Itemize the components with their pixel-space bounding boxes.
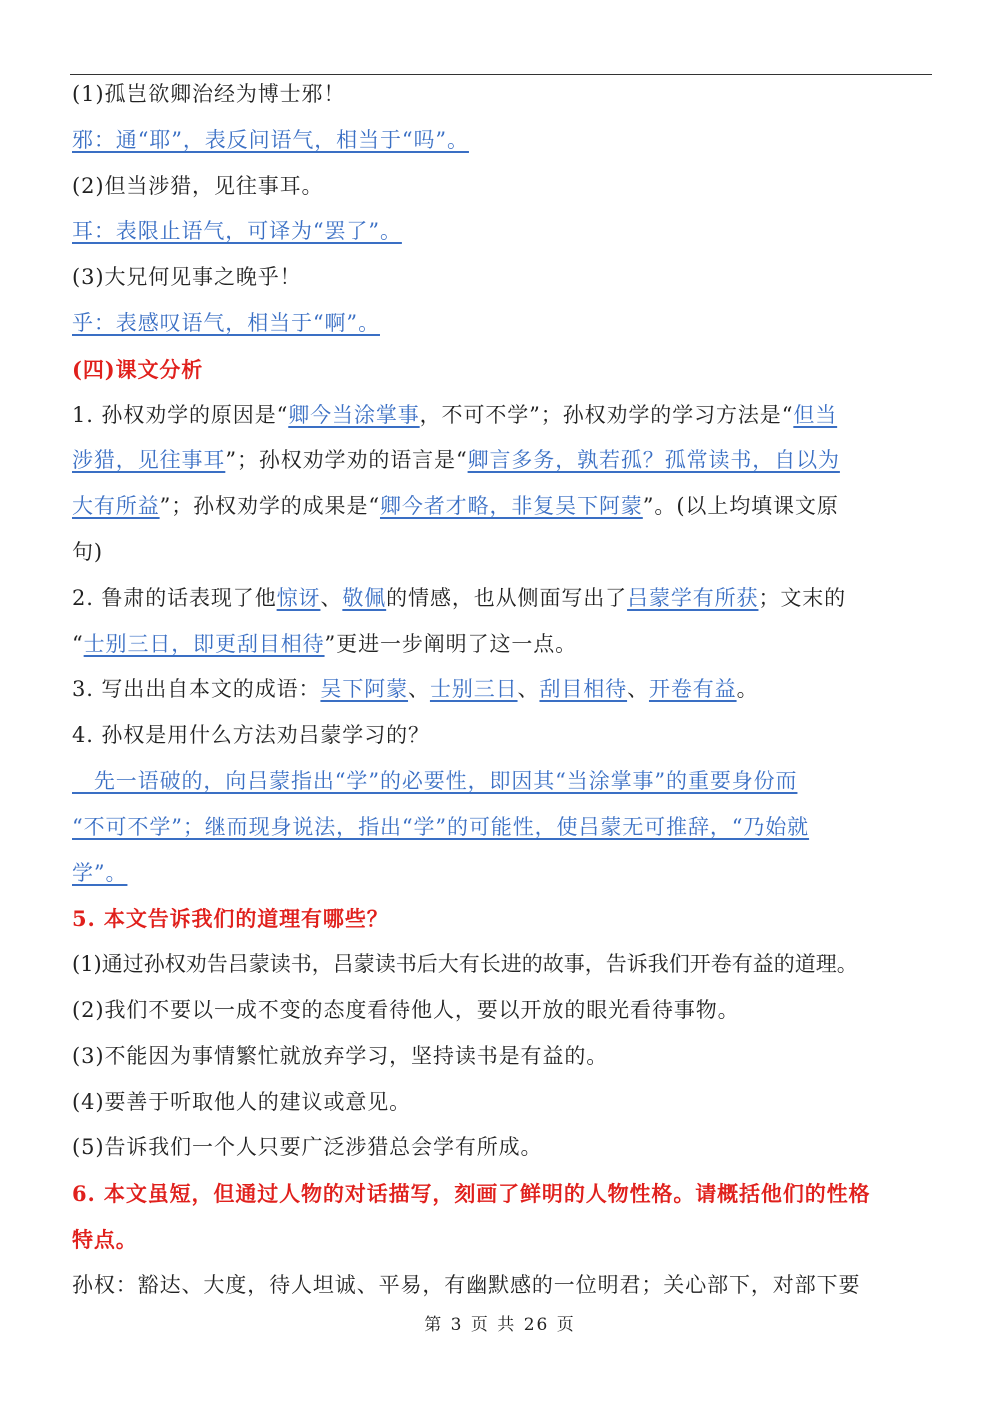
text-line	[72, 1080, 932, 1126]
text-line	[72, 530, 932, 576]
text-line	[72, 484, 932, 530]
answer-text: 邪：通“耶”，表反问语气，相当于“吗”。	[72, 127, 469, 152]
answer-text: 敬佩	[342, 585, 387, 610]
text-segment: ”；孙权劝学劝的语言是“	[225, 448, 468, 473]
text-segment: ”；孙权劝学的成果是“	[159, 494, 380, 519]
answer-text: 涉猎，见往事耳	[72, 448, 226, 473]
text-segment: (1)通过孙权劝告吕蒙读书，吕蒙读书后大有长进的故事，告诉我们开卷有益的道理。	[72, 952, 858, 977]
document-body	[72, 72, 932, 1309]
text-segment: 、	[517, 677, 540, 702]
text-segment: (5)告诉我们一个人只要广泛涉猎总会学有所成。	[72, 1135, 543, 1160]
text-segment: 、	[320, 585, 343, 610]
text-line	[72, 988, 932, 1034]
answer-text: 吕蒙学有所获	[627, 585, 759, 610]
answer-text: 卿今者才略，非复吴下阿蒙	[379, 494, 643, 519]
answer-text: 学”。	[72, 860, 128, 885]
question-heading: 5. 本文告诉我们的道理有哪些？	[72, 906, 389, 932]
text-segment: (3)大兄何见事之晚乎！	[72, 265, 302, 290]
text-line	[72, 1263, 932, 1309]
text-line	[72, 622, 932, 668]
answer-text: “不可不学”；继而现身说法，指出“学”的可能性，使吕蒙无可推辞，“乃始就	[72, 814, 810, 839]
text-segment: 的情感，也从侧面写出了	[386, 585, 628, 610]
text-line	[72, 255, 932, 301]
text-line	[72, 667, 932, 713]
text-segment: 2. 鲁肃的话表现了他	[72, 585, 277, 610]
text-line	[72, 576, 932, 622]
text-line	[72, 301, 932, 347]
text-line	[72, 72, 932, 118]
text-segment: ”。(以上均填课文原	[642, 494, 839, 519]
answer-text: 卿言多务，孰若孤？孤常读书，自以为	[467, 448, 840, 473]
text-segment: (2)我们不要以一成不变的态度看待他人，要以开放的眼光看待事物。	[72, 997, 740, 1022]
text-segment: (3)不能因为事情繁忙就放弃学习，坚持读书是有益的。	[72, 1043, 609, 1068]
text-line	[72, 1171, 932, 1217]
text-line	[72, 942, 932, 988]
question-heading: (四)课文分析	[72, 356, 204, 382]
text-line	[72, 438, 932, 484]
question-heading: 6. 本文虽短，但通过人物的对话描写，刻画了鲜明的人物性格。请概括他们的性格	[72, 1181, 871, 1207]
answer-text: 士别三日	[429, 677, 518, 702]
text-line	[72, 347, 932, 393]
answer-text: 惊讶	[276, 585, 321, 610]
text-segment: (1)孤岂欲卿治经为博士邪！	[72, 82, 346, 106]
answer-text: 吴下阿蒙	[320, 677, 409, 702]
text-segment: 、	[408, 677, 430, 702]
text-line	[72, 896, 932, 942]
text-segment: (4)要善于听取他人的建议或意见。	[72, 1089, 412, 1114]
text-segment: 1. 孙权劝学的原因是“	[72, 402, 289, 427]
text-line	[72, 118, 932, 164]
text-line	[72, 805, 932, 851]
text-segment: (2)但当涉猎，见往事耳。	[72, 173, 324, 198]
answer-text: 乎：表感叹语气，相当于“啊”。	[72, 310, 380, 335]
answer-text: 士别三日，即更刮目相待	[83, 631, 325, 656]
text-segment: 。	[736, 677, 759, 702]
answer-text: 耳：表限止语气，可译为“罢了”。	[72, 219, 402, 244]
text-segment: 4. 孙权是用什么方法劝吕蒙学习的？	[72, 723, 430, 748]
text-segment: ”更进一步阐明了这一点。	[324, 631, 578, 656]
answer-text: 卿今当涂掌事	[288, 402, 420, 427]
text-segment: 孙权：豁达、大度，待人坦诚、平易，有幽默感的一位明君；关心部下，对部下要	[72, 1272, 861, 1297]
text-line	[72, 759, 932, 805]
text-line	[72, 713, 932, 759]
question-heading: 特点。	[72, 1226, 138, 1252]
text-line	[72, 1217, 932, 1263]
text-segment: ；文末的	[758, 585, 847, 610]
text-line	[72, 164, 932, 210]
text-line	[72, 851, 932, 897]
text-segment: 3. 写出出自本文的成语：	[72, 677, 321, 702]
text-line	[72, 209, 932, 255]
answer-text: 开卷有益	[648, 677, 737, 702]
text-line	[72, 1125, 932, 1171]
text-segment: 、	[627, 677, 649, 702]
answer-text: 但当	[793, 402, 838, 427]
page-footer: 第 3 页 共 26 页	[424, 1315, 576, 1335]
answer-text: 大有所益	[72, 494, 160, 519]
text-line	[72, 1034, 932, 1080]
text-line	[72, 393, 932, 439]
text-segment: ，不可不学”；孙权劝学的学习方法是“	[419, 402, 794, 427]
answer-text: 先一语破的，向吕蒙指出“学”的必要性，即因其“当涂掌事”的重要身份而	[72, 768, 798, 793]
text-segment: “	[72, 631, 84, 656]
answer-text: 刮目相待	[539, 677, 628, 702]
text-segment: 句)	[72, 539, 103, 564]
